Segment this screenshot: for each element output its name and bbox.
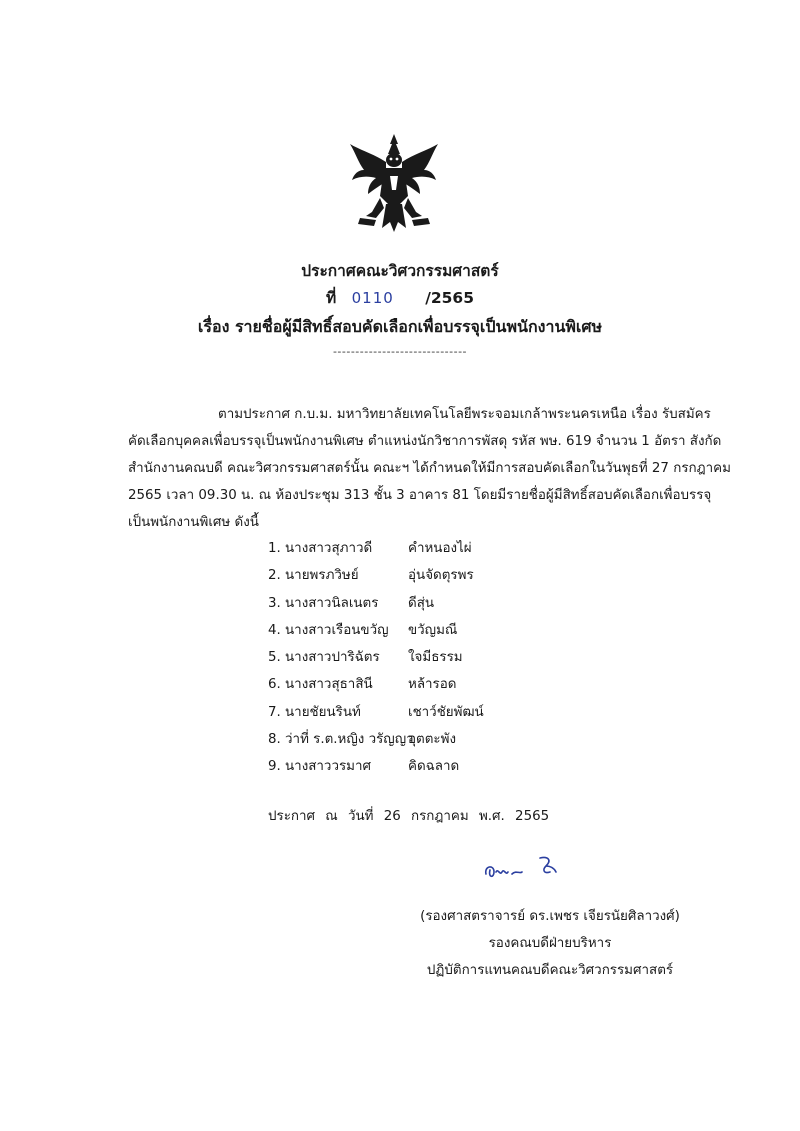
list-item [268,564,568,591]
candidate-last-name: อุ่นจัดตุรพร [408,568,474,584]
body-paragraph-line: คัดเลือกบุคคลเพื่อบรรจุเป็นพนักงานพิเศษ ตำแหน่งนักวิชาการพัสดุ รหัส พษ. 619 จำนวน 1 อัตรา สังกัด [128,434,722,449]
signatory-block [400,905,700,986]
signatory-acting: ปฏิบัติการแทนคณบดีคณะวิศวกรรมศาสตร์ [426,963,674,978]
list-item [268,537,568,564]
candidate-first-name: 5. นางสาวปาริฉัตร [268,650,380,666]
candidate-first-name: 7. นายชัยนรินท์ [268,704,361,720]
candidate-list [268,537,568,783]
list-item [268,701,568,728]
page-title: ประกาศคณะวิศวกรรมศาสตร์ [301,262,499,280]
number-suffix: /2565 [425,289,475,307]
candidate-last-name: คำหนองไผ่ [408,541,472,556]
candidate-last-name: ขวัญมณี [408,622,458,638]
candidate-first-name: 8. ว่าที่ ร.ต.หญิง วรัญญา [268,732,414,748]
candidate-first-name: 9. นางสาววรมาศ [268,759,372,775]
list-item [268,619,568,646]
list-item [268,673,568,700]
signatory-name: (รองศาสตราจารย์ ดร.เพชร เจียรนัยศิลาวงศ์) [420,909,680,924]
candidate-last-name: ดีสุ่น [408,595,435,611]
candidate-last-name: คิดฉลาด [408,759,460,775]
candidate-first-name: 6. นางสาวสุธาสินี [268,677,373,693]
candidate-last-name: หล้ารอด [408,677,457,693]
list-item [268,646,568,673]
announcement-date: ประกาศ ณ วันที่ 26 กรกฎาคม พ.ศ. 2565 [268,809,550,824]
list-item [268,728,568,755]
candidate-first-name: 1. นางสาวสุภาวดี [268,541,373,556]
candidate-last-name: อุตตะพัง [408,732,456,748]
list-item [268,755,568,782]
handwritten-number: 0110 [351,289,394,307]
signatory-position: รองคณบดีฝ่ายบริหาร [488,936,612,951]
body-paragraph-line: 2565 เวลา 09.30 น. ณ ห้องประชุม 313 ชั้น 3 อาคาร 81 โดยมีรายชื่อผู้มีสิทธิ์สอบคัดเลือกเพื่อบรรจุ [128,488,712,503]
number-prefix: ที่ [325,289,337,307]
body-paragraph-line: เป็นพนักงานพิเศษ ดังนี้ [128,515,259,530]
candidate-first-name: 2. นายพรภวิษย์ [268,568,359,584]
candidate-last-name: เชาว์ชัยพัฒน์ [408,704,484,720]
document-number [0,285,800,310]
signature-icon [478,848,578,888]
divider: ------------------------------ [332,345,468,358]
subject-line: เรื่อง รายชื่อผู้มีสิทธิ์สอบคัดเลือกเพื่อบรรจุเป็นพนักงานพิเศษ [197,317,603,336]
candidate-first-name: 3. นางสาวนิลเนตร [268,595,379,611]
list-item [268,592,568,619]
candidate-last-name: ใจมีธรรม [408,650,463,666]
candidate-first-name: 4. นางสาวเรือนขวัญ [268,622,389,638]
garuda-emblem-icon [346,132,442,236]
body-paragraph-line: สำนักงานคณบดี คณะวิศวกรรมศาสตร์นั้น คณะฯ ได้กำหนดให้มีการสอบคัดเลือกในวันพุธที่ 27 กรกฎาคม [128,461,731,476]
body-paragraph-line: ตามประกาศ ก.บ.ม. มหาวิทยาลัยเทคโนโลยีพระจอมเกล้าพระนครเหนือ เรื่อง รับสมัคร [218,407,711,422]
